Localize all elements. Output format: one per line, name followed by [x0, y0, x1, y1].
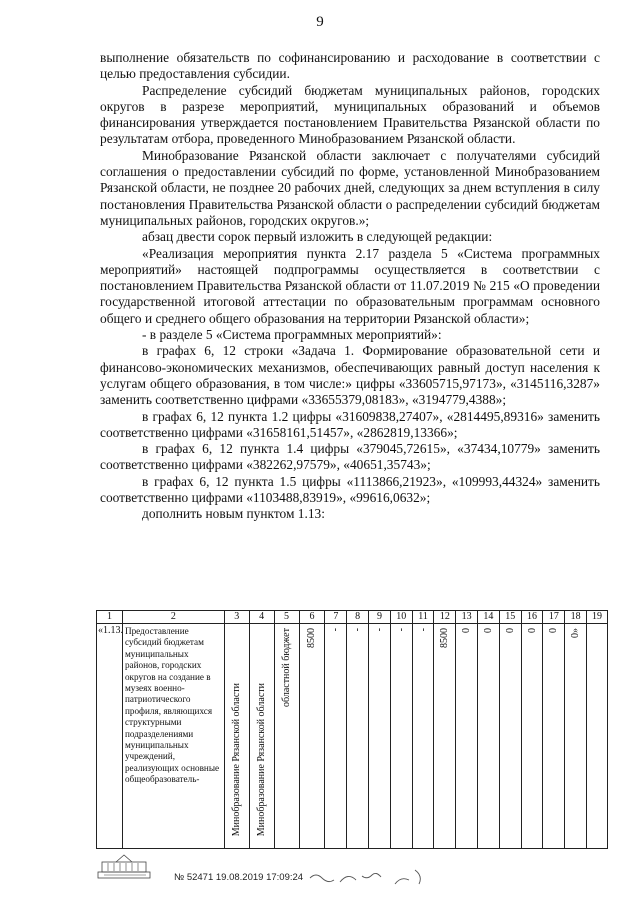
column-header: 2 — [122, 611, 224, 624]
value-cell — [325, 624, 347, 849]
paragraph: в графах 6, 12 пункта 1.5 цифры «1113866,21923», «109993,44324» заменить соответственно цифрами «1103488,83919», «99616,0632»; — [100, 473, 600, 506]
column-header: 11 — [412, 611, 434, 624]
value-cell — [456, 624, 478, 849]
column-header: 9 — [369, 611, 391, 624]
paragraph: - в разделе 5 «Система программных мероприятий»: — [142, 327, 442, 343]
document-body — [100, 50, 600, 523]
handwritten-mark-icon — [300, 858, 450, 892]
table-header-row — [97, 611, 608, 624]
column-header: 7 — [325, 611, 347, 624]
executor-text: Минобразование Рязанской области — [231, 682, 243, 836]
value-cell — [412, 624, 434, 849]
column-header: 17 — [543, 611, 565, 624]
value-cell — [369, 624, 391, 849]
column-header: 13 — [456, 611, 478, 624]
column-header: 14 — [478, 611, 500, 624]
value-cell — [347, 624, 369, 849]
column-header: 6 — [299, 611, 325, 624]
paragraph: выполнение обязательств по софинансированию и расходование в соответствии с целью предоставления субсидии. — [100, 50, 600, 82]
paragraph: Минобразование Рязанской области заключает с получателями субсидий соглашения о предоставлении субсидий по форме, установленной Минобразованием Рязанской области, не позднее 20 рабочих дней, следующих за днем вступления в силу постановления Правительства Рязанской области о распределении субсидий бюджетам муниципальных районов, городских округов.»; — [100, 147, 600, 228]
paragraph: в графах 6, 12 пункта 1.4 цифры «379045,72615», «37434,10779» заменить соответственно цифрами «382262,97579», «40651,35743»; — [100, 441, 600, 473]
table-row — [97, 624, 608, 849]
value-cell — [565, 624, 587, 849]
column-header: 16 — [521, 611, 543, 624]
cell-value: 0» — [570, 628, 582, 638]
registry-stamp-icon — [96, 852, 156, 880]
cell-value: 8500 — [439, 628, 451, 648]
paragraph: Распределение субсидий бюджетам муниципальных районов, городских округов в разрезе мероприятий, муниципальных образований и объемов финансирования утверждается постановлением Правительства Рязанской области по результатам отбора, проведенного Минобразованием Рязанской области. — [100, 82, 600, 147]
cell-value: 0 — [482, 628, 494, 633]
amendment-table — [96, 610, 608, 849]
cell-value: 0 — [526, 628, 538, 633]
source-text: областной бюджет — [281, 628, 293, 708]
total-cell — [299, 624, 325, 849]
column-header: 5 — [274, 611, 299, 624]
paragraph: абзац двести сорок первый изложить в следующей редакции: — [142, 229, 493, 245]
cell-value: 0 — [461, 628, 473, 633]
column-header: 18 — [565, 611, 587, 624]
column-header: 10 — [390, 611, 412, 624]
column-header: 12 — [434, 611, 456, 624]
source-cell — [274, 624, 299, 849]
column-header: 4 — [249, 611, 274, 624]
value-cell — [543, 624, 565, 849]
cell-value: - — [330, 628, 342, 632]
cell-value: - — [417, 628, 429, 632]
paragraph: в графах 6, 12 строки «Задача 1. Формирование образовательной сети и финансово-экономических механизмов, обеспечивающих равный доступ населения к услугам общего образования, в том числе:» цифры «33605715,97173», «3145116,3287» заменить соответственно цифрами «33655379,08183», «3194779,4388»; — [100, 343, 600, 408]
participant-text: Минобразование Рязанской области — [256, 682, 268, 836]
registration-stamp-text: № 52471 19.08.2019 17:09:24 — [174, 872, 304, 883]
column-header: 3 — [224, 611, 249, 624]
column-header: 15 — [499, 611, 521, 624]
cell-value: - — [395, 628, 407, 632]
column-header: 19 — [587, 611, 608, 624]
cell-value: 0 — [504, 628, 516, 633]
value-cell — [587, 624, 608, 849]
cell-value: - — [373, 628, 385, 632]
value-cell — [434, 624, 456, 849]
paragraph: в графах 6, 12 пункта 1.2 цифры «31609838,27407», «2814495,89316» заменить соответственно цифрами «31658161,51457», «2862819,13366»; — [100, 408, 600, 440]
page-number: 9 — [316, 14, 324, 30]
item-number: «1.13. — [97, 624, 123, 849]
column-header: 8 — [347, 611, 369, 624]
cell-value: - — [352, 628, 364, 632]
paragraph: «Реализация мероприятия пункта 2.17 раздела 5 «Система программных мероприятий» настоящей подпрограммы осуществляется в соответствии с постановлением Правительства Рязанской области от 11.07.2019 № 215 «О проведении государственной итоговой аттестации по образовательным программам основного общего и среднего общего образования на территории Рязанской области»; — [100, 245, 600, 326]
value-cell — [499, 624, 521, 849]
executor-cell — [224, 624, 249, 849]
column-header: 1 — [97, 611, 123, 624]
value-cell — [521, 624, 543, 849]
value-cell — [478, 624, 500, 849]
paragraph: дополнить новым пунктом 1.13: — [142, 506, 325, 522]
cell-value: 0 — [548, 628, 560, 633]
total-value: 8500 — [306, 628, 318, 648]
value-cell — [390, 624, 412, 849]
item-description: Предоставление субсидий бюджетам муниципальных районов, городских округов на создание в музеях военно-патриотического профиля, являющихся структурными подразделениями муниципальных учреждений, реализующих основные общеобразователь- — [122, 624, 224, 849]
participant-cell — [249, 624, 274, 849]
